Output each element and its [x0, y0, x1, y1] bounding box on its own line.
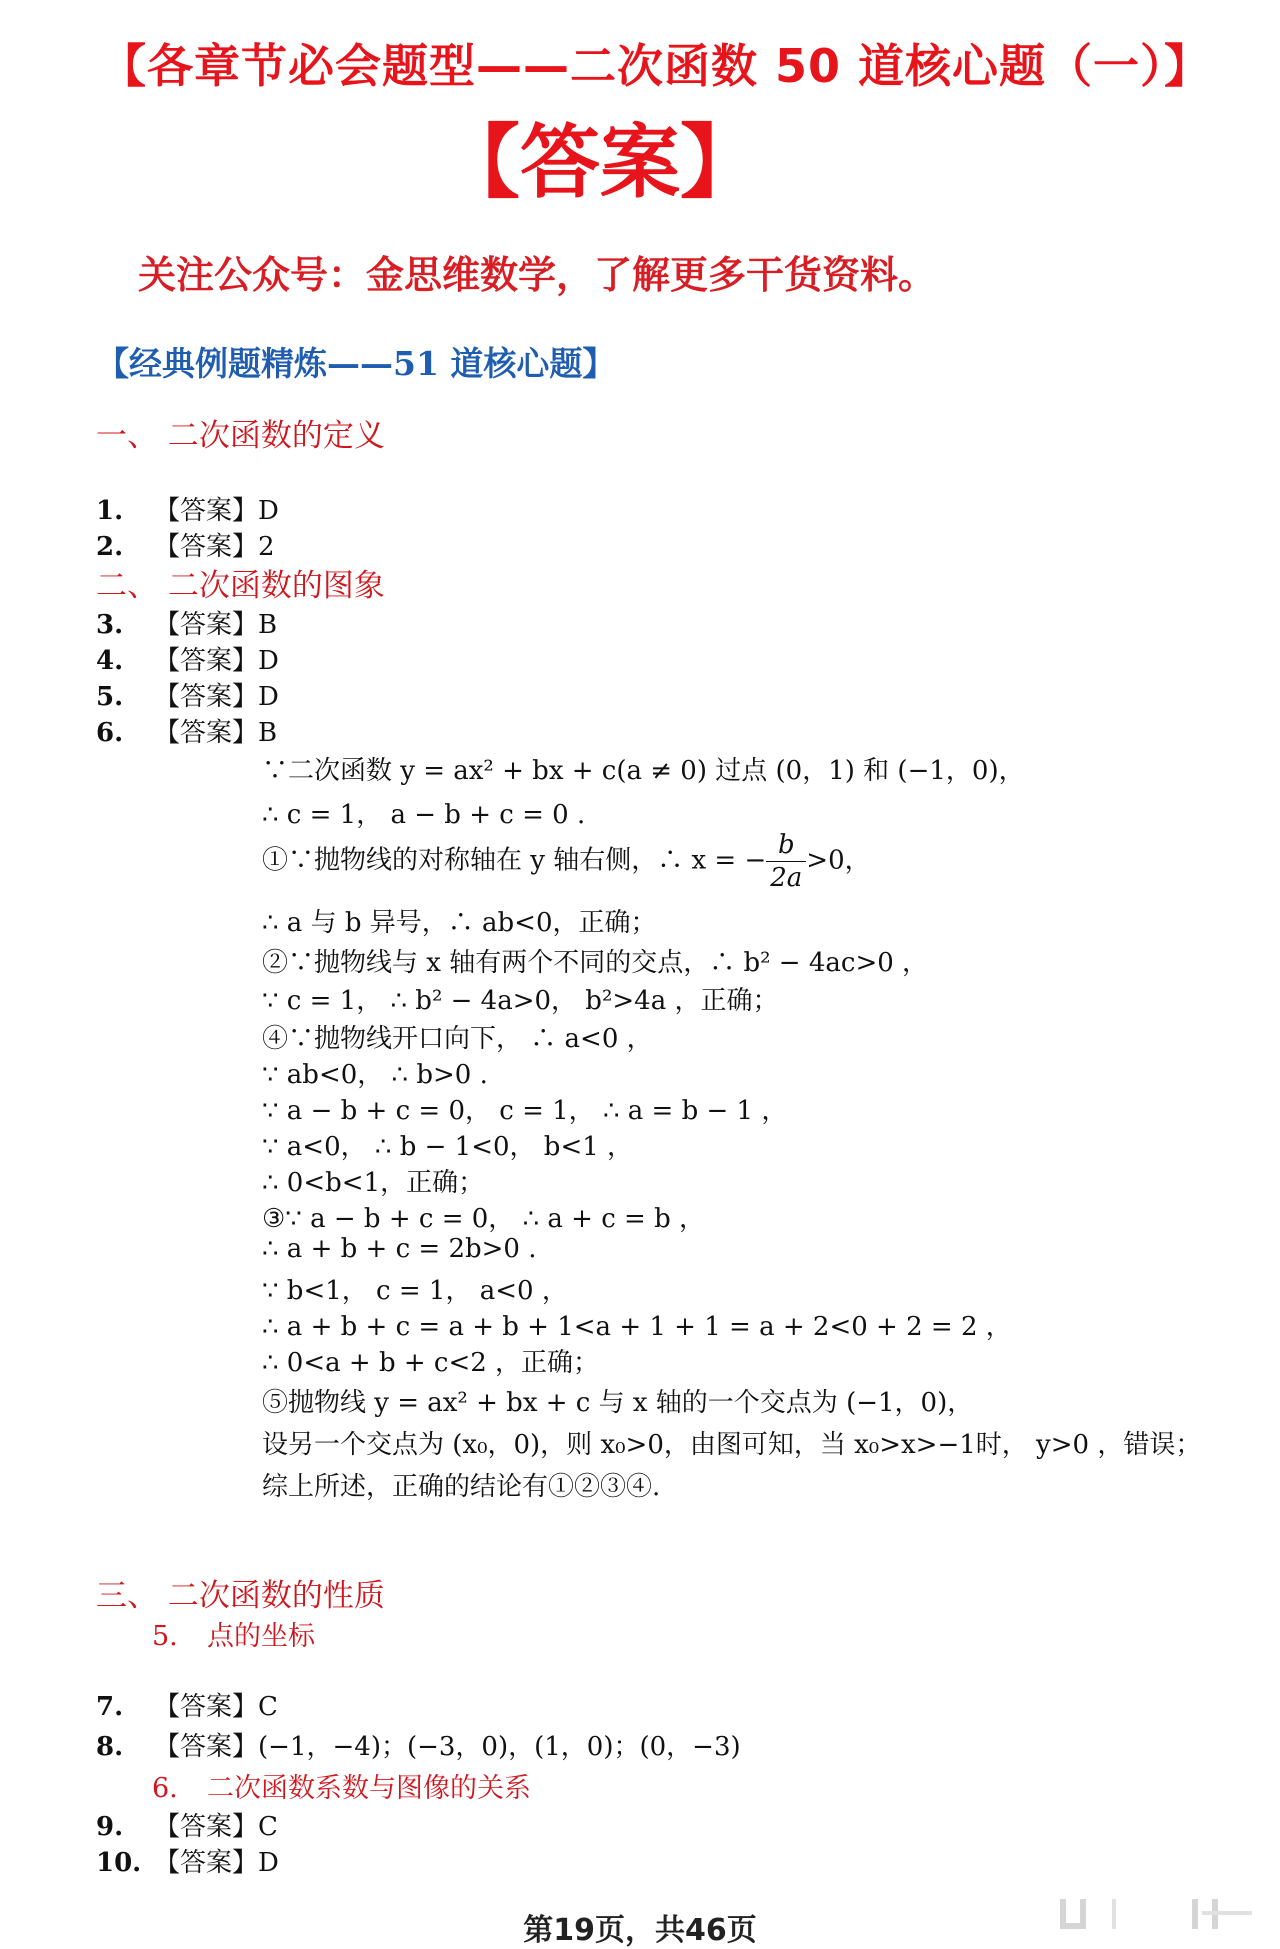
- solution-line: ⑤抛物线 y = ax² + bx + c 与 x 轴的一个交点为 (−1，0)，: [262, 1388, 974, 1418]
- solution-line: ∴ 0<a + b + c<2 ，正确；: [262, 1348, 600, 1378]
- answer-row: [96, 676, 279, 713]
- answer-tag: 【答案】: [154, 646, 259, 676]
- section-heading-3: 三、 二次函数的性质: [96, 1578, 385, 1614]
- solution-line: ∵ c = 1， ∴ b² − 4a>0， b²>4a ，正确；: [262, 986, 779, 1016]
- subsection-heading-6: [152, 1766, 531, 1805]
- answer-number: 10.: [96, 1848, 142, 1878]
- answer-row: [96, 1726, 741, 1763]
- answer-number: 2.: [96, 532, 124, 562]
- solution-line: ∵ b<1， c = 1， a<0 ，: [262, 1276, 568, 1306]
- solution-line: ∵二次函数 y = ax² + bx + c(a ≠ 0) 过点 (0，1) 和 (−1，0)，: [262, 756, 1025, 786]
- solution-line: ∴ a + b + c = 2b>0 .: [262, 1234, 537, 1264]
- solution-line: ∴ a 与 b 异号，∴ ab<0，正确；: [262, 908, 657, 938]
- answer-number: 3.: [96, 610, 124, 640]
- fraction-numerator: b: [766, 832, 806, 862]
- answer-tag: 【答案】: [154, 1692, 259, 1722]
- answer-tag: 【答案】: [154, 682, 259, 712]
- answer-tag: 【答案】: [154, 496, 259, 526]
- answer-value: (−1，−4)；(−3，0)，(1，0)；(0，−3): [258, 1732, 741, 1762]
- answer-row: [96, 1686, 278, 1723]
- answer-row: [96, 712, 277, 749]
- section-heading-2: 二、 二次函数的图象: [96, 568, 385, 604]
- subsection-title: 二次函数系数与图像的关系: [207, 1773, 531, 1804]
- answer-value: B: [258, 610, 278, 640]
- answer-value: C: [258, 1692, 278, 1722]
- answer-value: 2: [258, 532, 275, 562]
- solution-line: ∴ 0<b<1，正确；: [262, 1168, 485, 1198]
- answer-number: 6.: [96, 718, 124, 748]
- answer-value: D: [258, 496, 279, 526]
- fraction-denominator: 2a: [770, 863, 803, 893]
- section-heading-1: 一、 二次函数的定义: [96, 418, 385, 454]
- section-main-heading: 【经典例题精炼——51 道核心题】: [96, 344, 616, 383]
- answer-number: 8.: [96, 1732, 124, 1762]
- answer-row: [96, 526, 275, 563]
- solution-line: ③∵ a − b + c = 0， ∴ a + c = b ，: [262, 1204, 705, 1234]
- solution-line: ∵ ab<0， ∴ b>0 .: [262, 1060, 488, 1090]
- answer-value: D: [258, 646, 279, 676]
- watermark-icon: [1052, 1895, 1262, 1935]
- answer-number: 7.: [96, 1692, 124, 1722]
- solution-text: >0，: [806, 845, 871, 876]
- answer-tag: 【答案】: [154, 1812, 259, 1842]
- answer-tag: 【答案】: [154, 610, 259, 640]
- solution-text: ①∵抛物线的对称轴在 y 轴右侧，∴ x = −: [262, 845, 767, 876]
- answer-value: C: [258, 1812, 278, 1842]
- answer-number: 1.: [96, 496, 124, 526]
- solution-line: ∵ a − b + c = 0， c = 1， ∴ a = b − 1 ，: [262, 1096, 788, 1126]
- solution-line: 设另一个交点为 (x₀，0)，则 x₀>0，由图可知，当 x₀>x>−1时， y>0 ，错误；: [262, 1430, 1202, 1460]
- page-footer: 第19页，共46页: [523, 1913, 757, 1948]
- solution-line: ∵ a<0， ∴ b − 1<0， b<1 ，: [262, 1132, 634, 1162]
- answer-number: 4.: [96, 646, 124, 676]
- subsection-number: 5.: [152, 1621, 178, 1652]
- solution-line: ④∵抛物线开口向下， ∴ a<0 ，: [262, 1024, 653, 1054]
- answer-row: [96, 640, 279, 677]
- solution-line: ∴ a + b + c = a + b + 1<a + 1 + 1 = a + 2<0 + 2 = 2 ，: [262, 1312, 1012, 1342]
- answer-number: 5.: [96, 682, 124, 712]
- answer-row: [96, 490, 279, 527]
- answer-number: 9.: [96, 1812, 124, 1842]
- fraction: [766, 832, 806, 891]
- answer-row: [96, 604, 277, 641]
- answer-row: [96, 1806, 278, 1843]
- document-title: 【各章节必会题型——二次函数 50 道核心题（一）】: [100, 39, 1212, 93]
- answer-tag: 【答案】: [154, 1732, 259, 1762]
- answer-tag: 【答案】: [154, 1848, 259, 1878]
- solution-line: ∴ c = 1， a − b + c = 0 .: [262, 800, 586, 830]
- subsection-title: 点的坐标: [207, 1621, 315, 1652]
- answer-value: D: [258, 1848, 279, 1878]
- subsection-heading-5: [152, 1614, 315, 1653]
- subsection-number: 6.: [152, 1773, 178, 1804]
- answer-tag: 【答案】: [154, 532, 259, 562]
- solution-line: ②∵抛物线与 x 轴有两个不同的交点，∴ b² − 4ac>0 ，: [262, 948, 929, 978]
- solution-line: 综上所述，正确的结论有①②③④.: [262, 1472, 661, 1502]
- answer-value: D: [258, 682, 279, 712]
- answer-value: B: [258, 718, 278, 748]
- answer-tag: 【答案】: [154, 718, 259, 748]
- solution-line-fraction: [262, 832, 871, 891]
- notice-line: 关注公众号：金思维数学，了解更多干货资料。: [138, 253, 937, 297]
- answer-row: [96, 1842, 279, 1879]
- answer-heading: 【答案】: [440, 116, 760, 209]
